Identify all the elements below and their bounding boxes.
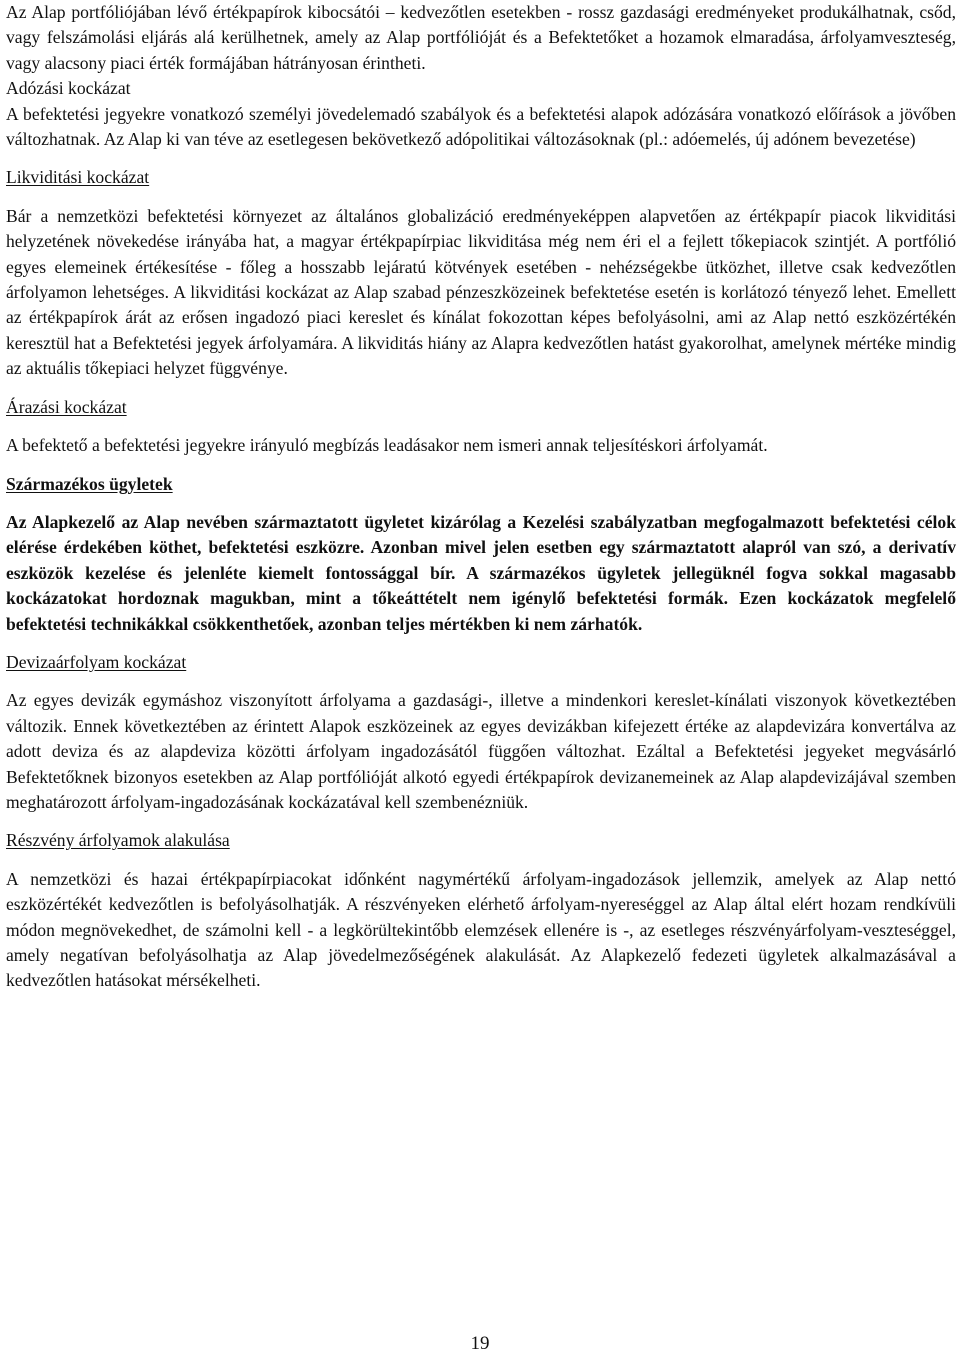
document-page: [6, 0, 956, 994]
equity-price-paragraph: A nemzetközi és hazai értékpapírpiacokat időnként nagymértékű árfolyam-ingadozások jellemzik, amelyek az Alap nettó eszközértékét kedvezőtlen is befolyásolhatják. A részvényeken elérhető árfolyam-nyereséggel az Alap által elért hozam rendkívüli módon megnövekedhet, de számolni kell - a legkörültekintőbb elemzések ellenére is -, az esetleges részvényárfolyam-veszteséggel, amely negatívan befolyásolhatja az Alap jövedelmezőségének alakulását. Az Alapkezelő fedezeti ügyletek alkalmazásával a kedvezőtlen hatásokat mérsékelheti.: [6, 868, 956, 991]
liquidity-risk-heading: Likviditási kockázat: [6, 167, 150, 188]
tax-risk-paragraph: A befektetési jegyekre vonatkozó személyi jövedelemadó szabályok és a befektetési alapok adózására vonatkozó előírások a jövőben változhatnak. Az Alap ki van téve az esetlegesen bekövetkező adópolitikai változásoknak (pl.: adóemelés, új adónem bevezetése): [6, 103, 956, 150]
intro-paragraph: Az Alap portfóliójában lévő értékpapírok kibocsátói – kedvezőtlen esetekben - rossz gazdasági eredményeket produkálhatnak, csőd, vagy felszámolási eljárás alá kerülhetnek, amely az Alap portfólióját és a Befektetőket a hozamok elmaradása, árfolyamveszteség, vagy alacsony piaci érték formájában hátrányosan érintheti.: [6, 2, 956, 73]
currency-risk-paragraph: Az egyes devizák egymáshoz viszonyított árfolyama a gazdasági-, illetve a mindenkori kereslet-kínálati viszonyok következtében változik. Ennek következtében az érintett Alapok eszközeinek az egyes devizákban kifejezett értéke az alapdevizára konvertálva az adott deviza és az alapdeviza közötti árfolyam ingadozásától függően változhat. Ezáltal a Befektetési jegyeket megvásárló Befektetőknek bizonyos esetekben az Alap portfólióját alkotó egyedi értékpapírok devizanemeinek az Alap alapdevizájával szemben meghatározott árfolyam-ingadozásának kockázatával kell szembenézniük.: [6, 690, 956, 812]
liquidity-risk-paragraph: Bár a nemzetközi befektetési környezet az általános globalizáció eredményeképpen alapvetően az értékpapír piacok likviditási helyzetének növekedése irányába hat, a magyar értékpapírpiac likviditása még nem éri el a fejlett tőkepiacok szintjét. A portfólió egyes elemeinek értékesítése - főleg a hosszabb lejáratú kötvények esetében - nehézségekbe ütközhet, illetve csak kedvezőtlen árfolyamon lehetséges. A likviditási kockázat az Alap szabad pénzeszközeinek befektetése esetén is korlátozó tényező lehet. Emellett az értékpapírok árát az erősen ingadozó piaci kereslet és kínálat fokozottan képes befolyásolni, ami az Alap nettó eszközértékén keresztül hat a Befektetési jegyek árfolyamára. A likviditás hiány az Alapra kedvezőtlen hatást gyakorolhat, amelynek mértéke mindig az aktuális tőkepiaci helyzet függvénye.: [6, 205, 956, 379]
currency-risk-heading: Devizaárfolyam kockázat: [6, 651, 187, 672]
derivatives-heading: Származékos ügyletek: [6, 473, 173, 494]
equity-price-heading: Részvény árfolyamok alakulása: [6, 830, 230, 851]
tax-risk-heading: Adózási kockázat: [6, 78, 131, 99]
page-number: 19: [470, 1333, 490, 1354]
pricing-risk-paragraph: A befektető a befektetési jegyekre irányuló megbízás leadásakor nem ismeri annak teljesítéskori árfolyamát.: [6, 435, 768, 456]
derivatives-paragraph: Az Alapkezelő az Alap nevében származtatott ügyletet kizárólag a Kezelési szabályzatban megfogalmazott befektetési célok elérése érdekében köthet, befektetési eszközre. Azonban mivel jelen esetben egy származtatott alapról van szó, a derivatív eszközök kezelése és jelenléte kiemelt fontossággal bír. A származékos ügyletek jellegüknél fogva sokkal magasabb kockázatokat hordoznak magukban, mint a tőkeáttételt nem igénylő befektetési formák. Ezen kockázatok megfelelő befektetési technikákkal csökkenthetőek, azonban teljes mértékben ki nem zárhatók.: [6, 511, 956, 634]
pricing-risk-heading: Árazási kockázat: [6, 396, 127, 417]
